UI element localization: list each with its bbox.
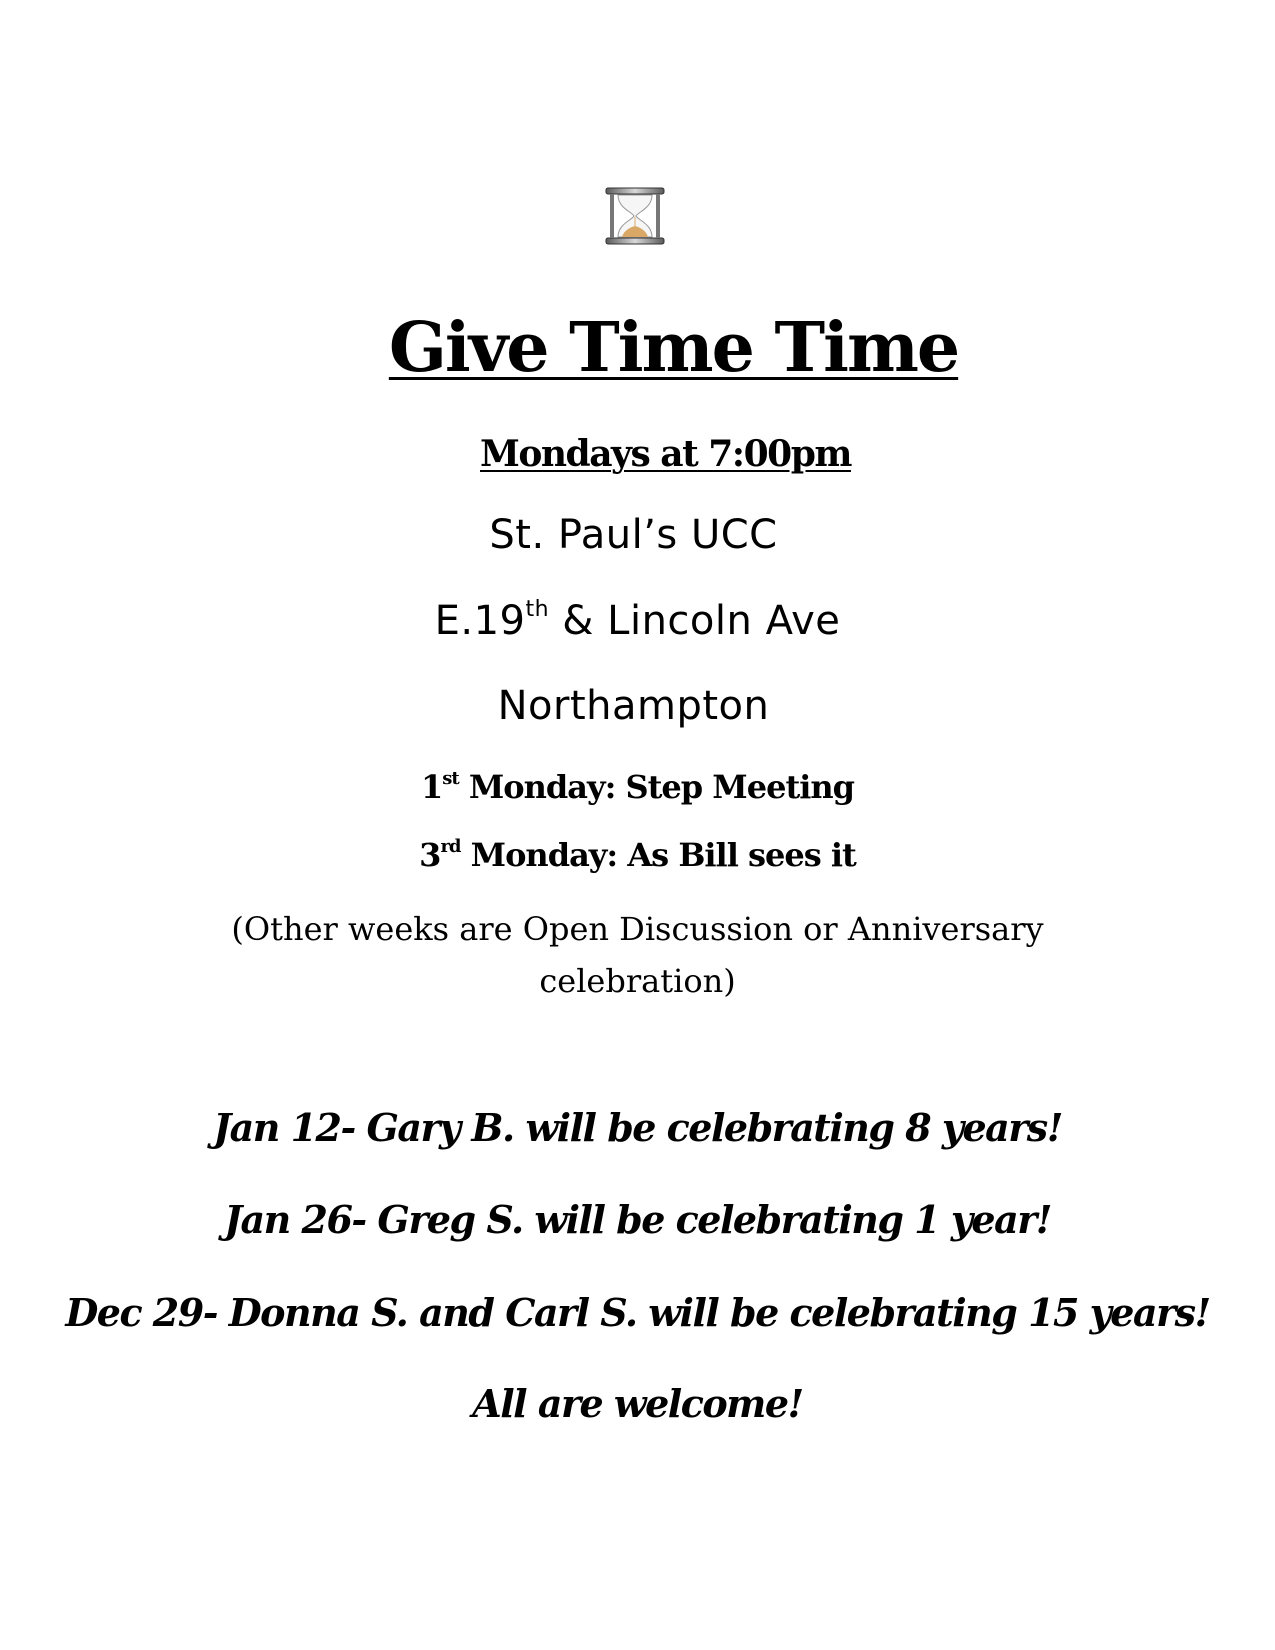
other-weeks-note-line2: celebration)	[539, 962, 736, 1000]
meeting-third-monday: 3rd Monday: As Bill sees it	[419, 836, 856, 874]
celebration-item: Jan 26- Greg S. will be celebrating 1 year!	[224, 1197, 1051, 1242]
location-street: E.19th & Lincoln Ave	[434, 596, 841, 644]
location-name: St. Paul’s UCC	[489, 512, 778, 558]
closing-message: All are welcome!	[472, 1381, 803, 1426]
meeting-first-monday: 1st Monday: Step Meeting	[420, 768, 855, 806]
hourglass-icon	[604, 186, 666, 246]
flyer-title: Give Time Time	[388, 308, 959, 388]
location-city: Northampton	[497, 683, 770, 729]
celebration-item: Jan 12- Gary B. will be celebrating 8 years!	[213, 1105, 1062, 1150]
celebration-item: Dec 29- Donna S. and Carl S. will be celebrating 15 years!	[65, 1290, 1210, 1335]
other-weeks-note-line1: (Other weeks are Open Discussion or Anniversary	[231, 910, 1044, 948]
meeting-schedule: Mondays at 7:00pm	[480, 433, 851, 475]
